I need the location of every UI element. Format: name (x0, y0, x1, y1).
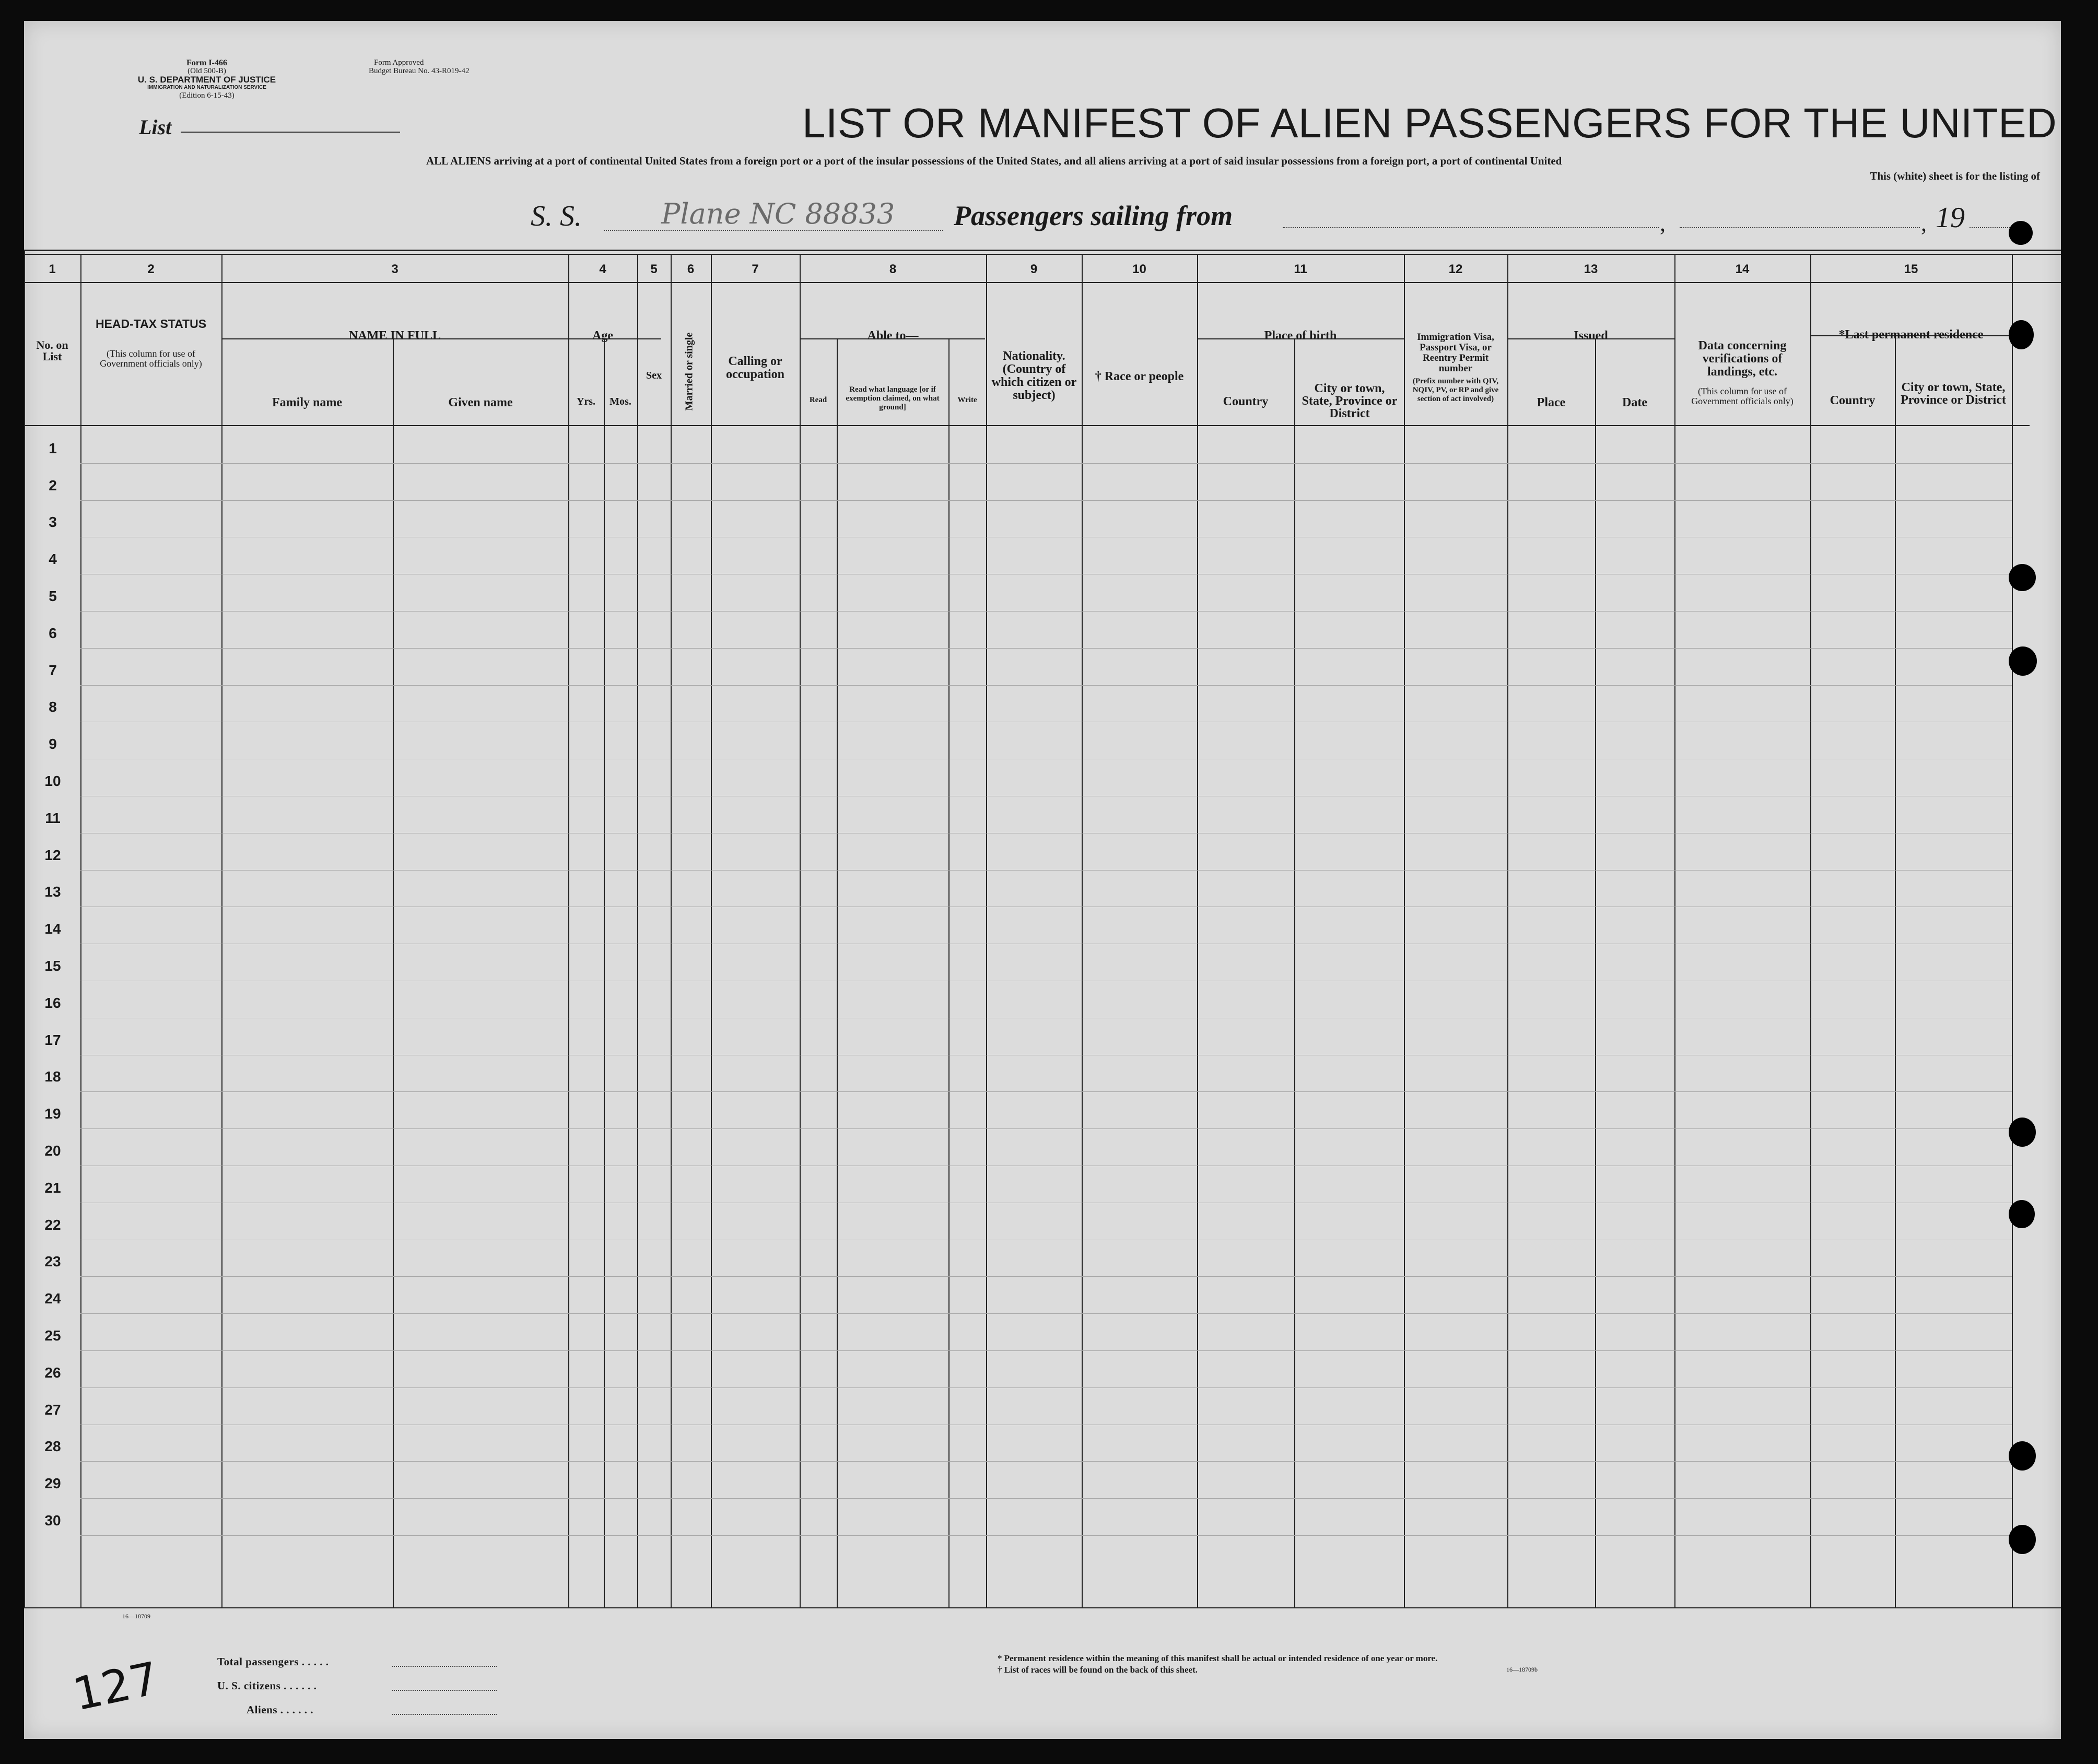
header-age-mos: Mos. (610, 396, 631, 407)
header-given-name: Given name (448, 396, 513, 409)
table-bottom-rule (24, 1607, 2061, 1608)
department-name: U. S. DEPARTMENT OF JUSTICE (137, 75, 276, 85)
row-number: 5 (49, 588, 57, 604)
header-head-tax-note: (This column for use of Government officials only) (100, 348, 202, 369)
punch-hole-4 (2009, 646, 2037, 676)
service-name: IMMIGRATION AND NATURALIZATION SERVICE (147, 85, 266, 90)
row-number: 23 (44, 1253, 61, 1270)
col-rule-14 (1810, 254, 1811, 1607)
total-passengers-label: Total passengers . . . . . (217, 1655, 329, 1668)
row-number: 27 (44, 1401, 61, 1418)
col-rule-9 (1082, 254, 1083, 1607)
row-line (80, 1461, 2012, 1462)
punch-hole-6 (2009, 1200, 2035, 1228)
handwritten-page-number: 127 (68, 1652, 163, 1721)
row-number: 20 (44, 1143, 61, 1159)
header-visa-note: (Prefix number with QIV, NQIV, PV, or RP and give section of act involved) (1412, 377, 1499, 403)
header-able-to: Able to— (867, 329, 919, 343)
aliens-field[interactable] (392, 1714, 497, 1715)
aliens-label: Aliens . . . . . . (247, 1703, 314, 1716)
row-number: 15 (44, 958, 61, 974)
vessel-name-handwritten: Plane NC 88833 (661, 197, 895, 230)
header-residence-country: Country (1830, 394, 1876, 407)
col-rule-10 (1197, 254, 1198, 1607)
column-number-rule (24, 282, 2061, 283)
row-number: 6 (49, 625, 57, 641)
subcol-rule-read (837, 338, 838, 1607)
row-number: 11 (45, 809, 61, 826)
header-verifications: Data concerning verifications of landings, etc. (1698, 339, 1787, 379)
row-line (80, 463, 2012, 464)
header-bottom-rule (24, 425, 2030, 426)
row-number: 3 (49, 514, 57, 531)
row-number: 30 (44, 1512, 61, 1528)
ss-label: S. S. (531, 200, 582, 232)
col-number-12: 12 (1448, 262, 1463, 276)
col-rule-11 (1404, 254, 1405, 1607)
row-line (80, 870, 2012, 871)
punch-hole-7 (2009, 1441, 2036, 1471)
row-line (80, 1091, 2012, 1092)
row-number: 28 (44, 1438, 61, 1455)
row-line (80, 685, 2012, 686)
header-read-language: Read what language [or if exemption claimed, on what ground] (846, 385, 940, 411)
col-number-7: 7 (752, 262, 759, 276)
col-rule-3 (568, 254, 569, 1607)
row-line (80, 1387, 2012, 1388)
col-rule-13 (1674, 254, 1675, 1607)
col-number-3: 3 (391, 262, 398, 276)
header-issued-date: Date (1622, 396, 1647, 409)
subcol-rule-residence (1895, 335, 1896, 1607)
subcol-rule-issued (1595, 338, 1596, 1607)
row-number: 24 (44, 1290, 61, 1307)
row-number: 25 (44, 1327, 61, 1344)
row-number: 4 (49, 551, 57, 568)
col-rule-7 (800, 254, 801, 1607)
row-number: 17 (44, 1031, 61, 1048)
header-married-single: Married or single (683, 332, 695, 411)
row-number: 19 (44, 1106, 61, 1122)
col-number-2: 2 (147, 262, 155, 276)
row-number: 14 (44, 921, 61, 937)
row-number: 1 (49, 440, 57, 456)
col-rule-2 (221, 254, 222, 1607)
sailing-port-field[interactable] (1283, 227, 1659, 228)
row-number: 21 (44, 1179, 61, 1196)
col-rule-8 (986, 254, 987, 1607)
header-sex: Sex (646, 370, 662, 381)
row-number: 26 (44, 1364, 61, 1381)
col-number-11: 11 (1294, 262, 1307, 276)
header-issued-place: Place (1537, 396, 1566, 409)
row-number: 8 (49, 699, 57, 715)
row-number: 10 (44, 773, 61, 789)
budget-number: Budget Bureau No. 43-R019-42 (369, 67, 470, 75)
col-rule-4 (637, 254, 638, 1607)
header-calling: Calling or occupation (725, 355, 784, 381)
header-race: † Race or people (1095, 370, 1184, 383)
comma-2: , (1921, 210, 1927, 236)
header-birth-country: Country (1223, 395, 1269, 408)
col-number-6: 6 (687, 262, 695, 276)
col-rule-6 (711, 254, 712, 1607)
row-line (80, 500, 2012, 501)
row-number: 7 (49, 662, 57, 678)
form-approved: Form Approved (374, 58, 424, 67)
header-birth-city: City or town, State, Province or District (1302, 382, 1398, 420)
edition: (Edition 6-15-43) (179, 91, 235, 100)
sailing-from-label: Passengers sailing from (954, 200, 1233, 231)
subcol-rule-age (604, 338, 605, 1607)
form-old-number: (Old 500-B) (187, 67, 226, 75)
header-age: Age (592, 329, 613, 343)
header-read: Read (809, 396, 827, 404)
col-rule-15 (2012, 254, 2013, 1607)
punch-hole-3 (2009, 564, 2036, 591)
punch-hole-2 (2009, 320, 2034, 349)
sailing-date-field[interactable] (1680, 227, 1920, 228)
col-number-9: 9 (1030, 262, 1038, 276)
header-issued: Issued (1574, 329, 1608, 343)
total-passengers-field[interactable] (392, 1666, 497, 1667)
list-number-field[interactable] (181, 132, 400, 133)
row-number: 2 (49, 477, 57, 493)
intro-text-line1: ALL ALIENS arriving at a port of continental United States from a foreign port or a port of the insular possessions of the United States, and all aliens arriving at a port of said insular possessions from a foreign port, a port of continental United (426, 155, 1562, 167)
row-line (80, 1128, 2012, 1129)
col-number-15: 15 (1904, 262, 1918, 276)
col-number-1: 1 (49, 262, 56, 276)
us-citizens-field[interactable] (392, 1690, 497, 1691)
punch-hole-1 (2009, 221, 2033, 245)
row-line (80, 648, 2012, 649)
row-number: 13 (44, 884, 61, 900)
header-residence-city: City or town, State, Province or District (1901, 381, 2006, 407)
row-number: 22 (44, 1216, 61, 1233)
vessel-name-field[interactable] (604, 198, 943, 231)
header-last-residence: *Last permanent residence (1838, 328, 1984, 342)
subcol-rule-name (393, 338, 394, 1607)
manifest-sheet (24, 21, 2061, 1739)
header-nationality: Nationality. (Country of which citizen or subject) (991, 349, 1077, 402)
row-number: 18 (44, 1068, 61, 1085)
row-number: 29 (44, 1475, 61, 1492)
form-number: Form I-466 (186, 58, 227, 67)
col-number-4: 4 (599, 262, 606, 276)
print-code-left: 16—18709 (122, 1613, 150, 1620)
row-number: 12 (44, 846, 61, 863)
row-number: 16 (44, 994, 61, 1011)
col-rule-5 (671, 254, 672, 1607)
page-title: LIST OR MANIFEST OF ALIEN PASSENGERS FOR THE UNITED (802, 100, 2057, 146)
col-number-8: 8 (889, 262, 897, 276)
row-line (80, 1350, 2012, 1351)
footnote-residence: * Permanent residence within the meaning of this manifest shall be actual or intended residence of one year or more. (998, 1653, 1438, 1663)
us-citizens-label: U. S. citizens . . . . . . (217, 1679, 317, 1692)
col-number-13: 13 (1584, 262, 1598, 276)
list-label: List (139, 115, 172, 139)
intro-text-line2: This (white) sheet is for the listing of (1870, 170, 2040, 182)
col-rule-12 (1507, 254, 1508, 1607)
header-write: Write (957, 396, 977, 404)
footnote-code: 16—18709b (1506, 1666, 1538, 1673)
footnote-races: † List of races will be found on the back of this sheet. (998, 1665, 1198, 1675)
row-line (80, 1276, 2012, 1277)
col-number-10: 10 (1132, 262, 1146, 276)
header-name-in-full: NAME IN FULL (348, 329, 441, 343)
header-place-of-birth: Place of birth (1264, 329, 1337, 343)
subcol-rule-write (948, 338, 950, 1607)
header-verifications-note: (This column for use of Government officials only) (1691, 386, 1794, 406)
punch-hole-8 (2009, 1525, 2036, 1554)
col-number-14: 14 (1735, 262, 1750, 276)
row-line (80, 1313, 2012, 1314)
punch-hole-5 (2009, 1118, 2036, 1147)
col-number-5: 5 (650, 262, 658, 276)
subcol-rule-birth (1294, 338, 1295, 1607)
header-no-on-list: No. on List (36, 338, 68, 363)
row-number: 9 (49, 736, 57, 752)
header-age-yrs: Yrs. (576, 396, 596, 407)
row-line (80, 1498, 2012, 1499)
header-family-name: Family name (272, 396, 342, 409)
comma-1: , (1660, 210, 1666, 236)
header-visa: Immigration Visa, Passport Visa, or Reentry Permit number (1417, 332, 1494, 374)
row-line (80, 1535, 2012, 1536)
table-top-rule (24, 250, 2061, 251)
table-top-rule-2 (24, 254, 2061, 255)
header-head-tax: HEAD-TAX STATUS (95, 317, 207, 331)
year-prefix: 19 (1936, 202, 1965, 234)
